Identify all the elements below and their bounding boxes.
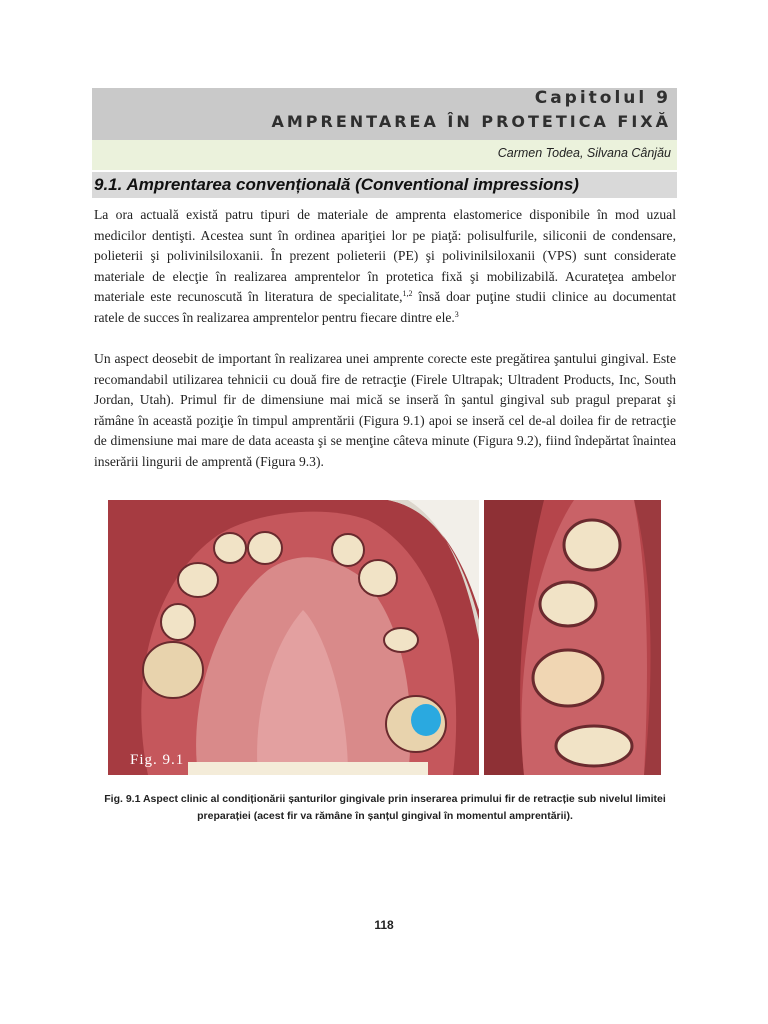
figure-caption: Fig. 9.1 Aspect clinic al condiționării șanturilor gingivale prin inserarea primului fir de retracție sub nivelul limitei preparației (acest fir va rămâne în șanțul gingival în momentul amprentării).: [104, 793, 666, 822]
paragraph-materials: [94, 205, 676, 329]
section-heading: 9.1. Amprentarea convențională (Conventional impressions): [94, 175, 579, 194]
figure-label: Fig. 9.1: [130, 752, 185, 768]
clinical-photo-detail: [484, 500, 661, 775]
detail-illustration: [484, 500, 661, 775]
reference-superscript: 1,2: [402, 289, 413, 299]
authors-band: [92, 140, 677, 170]
arch-illustration: [108, 500, 479, 775]
paragraph-text: Un aspect deosebit de important în realizarea unei amprente corecte este pregătirea şantului gingival. Este recomandabil utilizarea tehnicii cu două fire de retracţie (Firele Ultrapak; Ultradent Products, Inc, South Jordan, Utah). Primul fir de dimensiune mai mică se inseră în şantul gingival sub pragul preparat şi rămâne în această poziţie în timpul amprentării (Figura 9.1) apoi se inseră cel de-al doilea fir de retracţie de dimensiune mai mare de data aceasta şi se menţine câteva minute (Figura 9.2), fiind îndepărtat înaintea inserării lingurii de amprentă (Figura 9.3).: [94, 351, 676, 469]
section-heading-band: [92, 172, 677, 198]
paragraph-text: La ora actuală există patru tipuri de materiale de amprenta elastomerice disponibile în mod uzual medicilor dentişti. Acestea sunt în ordinea apariţiei lor pe piaţă: polisulfurile, siliconii de condensare, polieterii şi polivinilsiloxanii. În prezent polieterii (PE) şi polivinilsiloxanii (VPS) sunt considerate materiale de elecţie în realizarea amprentelor în protetica fixă şi mobilizabilă. Acurateţea ambelor materiale este recunoscută în literatura de specialitate,: [94, 207, 676, 305]
paragraph-text: însă doar puţine studii clinice au documentat ratele de succes în realizarea amprentelor pentru fiecare dintre ele.: [94, 289, 676, 325]
paragraph-retraction: [94, 349, 676, 473]
reference-superscript: 3: [454, 309, 459, 319]
page-number: 118: [374, 918, 394, 932]
chapter-number: Capitolul 9: [534, 88, 671, 108]
clinical-photo-arch: [108, 500, 479, 775]
chapter-authors: Carmen Todea, Silvana Cânjău: [497, 146, 671, 160]
chapter-header-band: [92, 88, 677, 140]
chapter-title: AMPRENTAREA ÎN PROTETICA FIXĂ: [271, 112, 671, 131]
